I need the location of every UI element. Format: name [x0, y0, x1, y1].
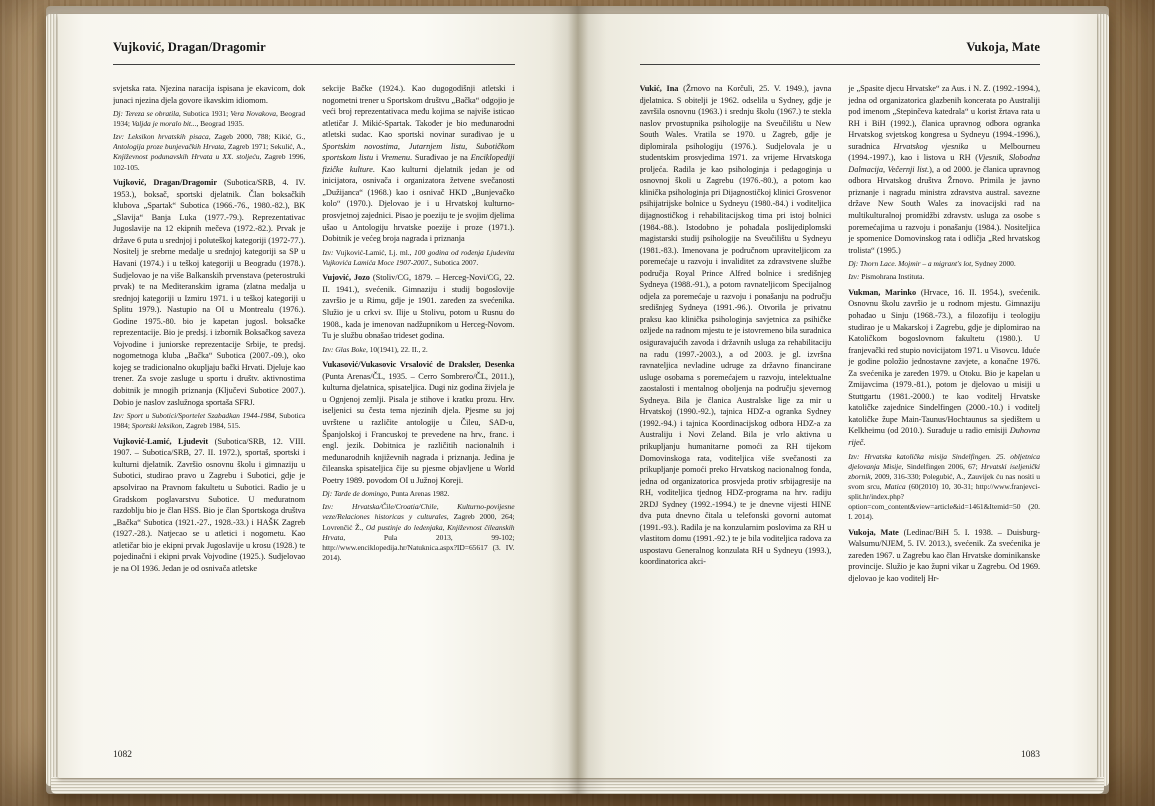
reference-paragraph: Izv: Hrvatska/Čile/Croatia/Chile, Kulturno-povijesne veze/Relaciones historicas y culturales, Zagreb 2000, 264; Lovrenčić Ž., Od pustinje do ledenjaka, Književnost čileanskih Hrvata, Pula 2013, 99-102; http://www.enciklopedija.hr/Natuknica.aspx?ID=65617 (3. IV. 2014).	[322, 502, 515, 562]
reference-paragraph: Izv: Glas Boke, 10(1941), 22. II., 2.	[322, 344, 428, 354]
page-right	[578, 14, 1098, 778]
entry-paragraph: Vujković-Lamić, Ljudevit (Subotica/SRB, 12. VIII. 1907. – Subotica/SRB, 27. II. 1972.), sportaš, sportski i kulturni djelatnik. Završio osnovnu školu i gimnaziju u Subotici, studirao pravo u Zagrebu i Subotici, gdje je apsolvirao na Pravnom fakultetu u Subotici. Radio je u Gradskom poglavarstvu Subotice. U međuratnom razdoblju bio je član HSS. Bio je član Sportskoga društva „Bačka“ Subotica (1921.-27., 1928.-33.) i HAŠK Zagreb (1927.-28.). Natjecao se u atletici i nogometu. Kao atletičar bio je ekipni prvak Jugoslavije u krosu (1928.) te pojedinačni i ekipni prvak Vojvodine (1925.). Sudjelovao je na OI 1936. Jedan je od osnivača atletske	[113, 436, 306, 573]
page-edges-bottom	[51, 777, 1104, 794]
text-column-right-1	[640, 83, 832, 732]
text-column-left-2	[322, 83, 514, 732]
entry-paragraph: Vujković, Dragan/Dragomir (Subotica/SRB, 4. IV. 1953.), boksač, sportski djelatnik. Član boksačkih klubova „Spartak“ Subotica (1966.-76., 1980.-82.), BK „Slavija“ Banja Luka (1977.-79.). Reprezentativac Jugoslavije na 12 ekipnih mečeva (1972.-82.). Prvak je države 6 puta u srednjoj i poluteškoj kategoriji (1972-77.). Nositelj je srebrne medalje u srednjoj kategoriji sa SP u Havani (1974.) i u teškoj kategoriji u Beogradu (1978.). Sudjelovao je na više Balkanskih prvenstava (peterostruki prvak) te na Mediteranskim igrama (zlatna medalja u srednjoj kategoriji u Izmiru 1971. i u teškoj kategoriji u Splitu 1979.). Nastupio na OI u Montrealu (1976.). Godine 1975.-80. bio je kapetan jugosl. boksačke reprezentacije. Bio je predsj. i izbornik Boksačkog saveza Vojvodine i juniorske reprezentacije Srbije, te predsj. nogometnoga kluba „Bačka“ Subotica (2007.-09.), oko kojeg se tradicionalno okupljaju bački Hrvati. Djeluje kao trener. Za svoje zasluge u sportu i društv. aktivnostima dobitnik je mnogih priznanja (Ključevi Subotice 2007.). Dobio je naslov zaslužnoga sportaša SFRJ.	[113, 178, 306, 407]
entry-paragraph: svjetska rata. Njezina naracija ispisana je ekavicom, dok junaci njezina djela govore ikavskim idiomom.	[113, 84, 306, 105]
reference-paragraph: Izv: Hrvatska katolička misija Sindelfingen. 25. obljetnica djelovanja Misije, Sindelfingen 2006, 67; Hrvatski iseljenički zbornik, 2009, 316-330; Polegubić, A., Zauvijek ću nas nositi u svom srcu, Matica (60(2010) 10, 30-31; http://www.franjevci-split.hr/index.php?option=com_content&view=article&id=1461&Itemid=50 (20. I. 2014).	[848, 451, 1040, 522]
entry-paragraph: sekcije Bačke (1924.). Kao dugogodišnji atletski i nogometni trener u Sportskom društvu „Bačka“ odgojio je veći broj reprezentativaca među kojima se najviše isticao atletičar J. Mikić-Spartak. Također je bio međunarodni atletski sudac. Kao sportski novinar surađivao je u Sportskim novostima, Jutarnjem listu, Subotičkom sportskom listu i Vremenu. Surađivao je na Enciklopediji fizičke kulture. Kao kulturni djelatnik jedan je od inicijatora, osnivača i organizatora žetvene svečanosti „Dužijanca“ (1968.) kao i osnivač HKD „Bunjevačko kolo“ (1970.). Djelovao je i u Hrvatskoj kulturno-prosvjetnoj zajednici. Pisao je poeziju te je svojim djelima ušao u Antologiju hrvatske poezije i proze (1971.). Dobitnik je većeg broja nagrada i priznanja	[322, 84, 515, 244]
running-header-right	[640, 40, 1041, 65]
page-number-right: 1083	[1021, 750, 1040, 760]
reference-paragraph: Dj: Tarde de domingo, Punta Arenas 1982.	[322, 489, 450, 499]
entry-paragraph: Vujović, Jozo (Stoliv/CG, 1879. – Herceg-Novi/CG, 22. II. 1941.), svećenik. Gimnaziju i studij bogoslovije završio je u Rimu, gdje je 1901. zaređen za svećenika. Služio je u crkvi sv. Ilije u Stolivu, potom u Rusnu do 1908., kada je imenovan nadžupnikom u Herceg-Novom. Tu je službu obnašao trideset godina.	[322, 273, 515, 341]
reference-paragraph: Izv: Pismohrana Instituta.	[848, 272, 925, 282]
page-left	[58, 14, 578, 778]
text-columns-left	[113, 83, 515, 732]
running-header-left-text: Vujković, Dragan/Dragomir	[113, 40, 266, 54]
text-column-right-2	[848, 83, 1040, 732]
reference-paragraph: Izv: Vujković-Lamić, Lj. ml., 100 godina od rođenja Ljudevita Vujkovića Lamića Moce 1907-2007., Subotica 2007.	[322, 247, 515, 267]
entry-paragraph: Vukoja, Mate (Ledinac/BiH 5. I. 1938. – Duisburg-Walsumu/NJEM, 5. IV. 2013.), svećenik. Za svećenika je zaređen 1967. u Zagrebu kao član Hrvatske dominikanske provincije. Služio je kao župni vikar u Zagrebu. Od 1969. djelovao je kao voditelj Hr-	[848, 527, 1040, 583]
text-column-left-1	[113, 83, 305, 732]
entry-paragraph: Vukman, Marinko (Hrvace, 16. II. 1954.), svećenik. Osnovnu školu završio je u rodnom mjestu. Gimnaziju pohađao u Sinju (1968.-73.), a filozofiju i teologiju studirao je u Makarskoj i Zagrebu, gdje je diplomirao na Katoličkom bogoslovnom fakultetu (1980.). U franjevački red stupio novicijatom 1971. u Visovcu. Iduće je godine položio jednostavne zavjete, a konačne 1976. Za svećenika je zaređen 1979. u Otoku. Bio je kapelan u Zmijavcima (1979.-81.), potom je djelovao u misiji u Stuttgartu (1981.-2000.) te kao voditelj Hrvatske katoličke zajednice Sindelfingen (2000.-10.) i voditelj katoličke župe Main-Taunus/Hochtaunus sa sjedištem u Kelkheimu (od 2010.). Surađuje u radio emisiji Duhovna riječ.	[848, 287, 1040, 447]
reference-paragraph: Izv: Sport u Subotici/Sportelet Szabadkan 1944-1984, Subotica 1984; Sportski leksikon, Zagreb 1984, 515.	[113, 411, 306, 431]
running-header-right-text: Vukoja, Mate	[966, 40, 1040, 54]
book	[46, 6, 1109, 794]
reference-paragraph: Dj: Thorn Lace. Mojmir – a migrant's lot, Sydney 2000.	[848, 259, 1016, 269]
reference-paragraph: Izv: Leksikon hrvatskih pisaca, Zageb 2000, 788; Kikić, G., Antologija proze bunjevačkih Hrvata, Zagreb 1971; Sekulić, A., Književnost podunavskih Hrvata u XX. stoljeću, Zagreb 1996, 102-105.	[113, 132, 306, 172]
open-pages	[58, 14, 1097, 778]
page-number-left: 1082	[113, 750, 132, 760]
entry-paragraph: Vukić, Ina (Žrnovo na Korčuli, 25. V. 1949.), javna djelatnica. S obitelji je 1962. odselila u Sydney, gdje je završila osnovnu (1963.) i srednju školu (1967.) te stekla naslov prvostupnika psihologije na Sveučilištu u New South Wales. Vratila se 1970. u Zagreb, gdje je diplomirala psihologiju (1976.). Sudjelovala je u studentskim prosvjedima 1971. za vrijeme Hrvatskoga proljeća. Radila je kao psihologinja i pedagoginja u osnovnoj školi u Zagrebu (1976.-80.), a potom kao klinička psihologinja pri Dijagnostičkoj klinici Grosvenor psihijatrijske bolnice u Sydneyu (1980.-84.) i voditeljica dijagnostičkog i rehabilitacijskog tima pri istoj bolnici (1984.-88.). Istodobno je pohađala poslijediplomski magistarski studij psihologije na Sveučilištu u Sydneyu (1981.-83.). Imenovana je područnom upraviteljicom za poremećaje u razvoju i invaliditet za zdravstvene službe područja Royal Prince Alfred bolnice i središnjeg Sydneya (1988.-91.), a potom ravnateljicom Specijalnog odjela za poremećaje u razvoju i ponašanju na području središnjeg Sydneya (1991.-96.). Otvorila je privatnu praksu kao klinička psihologinja savjetnica za psihičke ozljede na radnom mjestu te je istovremeno bila suradnica osiguravajućih zavoda i državnih usluga za rehabilitaciju na radu (1997.-2003.), a od 2003. je gl. izvršna ravnateljica nevladine udruge za državno financirane usluge osobama s poremećajem u razvoju, intelektualne zaostalosti i mentalnog oboljenja na području sjevernog Sydneya. Bila je članica Australske lige za mir u Hrvatskoj (1990.-92.), tajnica HDZ-a ogranka Sydney (1992.-94.) i tajnica Koordinacijskog odbora HDZ-a za Australiju i Novi Zeland. Bila je vrlo aktivna u prikupljanju humanitarne pomoći za RH tijekom Domovinskoga rata, voditeljica više svečanosti za prikupljanje pomoći preko Hrvatskog nacionalnog fonda, jedna od organizatorica prosvjeda protiv srbijagresije na RH, voditeljica tjednog HDZ-programa na hrv. radiju 2RDJ Sydney (1992.-1994.) te je dnevne vijesti HINE dva puta dnevno čitala u telefonski govorni automat (1991.-93.). Radila je na konzularnim poslovima za RH u vlastitom domu (1991.-92.) te je bila voditeljica radova za uspostavu Generalnog konzulata RH u Sydneyu (1993.), koordinatorica akci-	[639, 84, 832, 567]
entry-paragraph: Vukasović/Vukasovic Vrsalović de Draksler, Desenka (Punta Arenas/ČL, 1935. – Cerro Sombrero/ČL, 2011.), kulturna djelatnica, spisateljica. Dugi niz godina živjela je u Ognjenoj zemlji. Pisala je stihove i kratku prozu. Hrv. iseljenici su česta tema njezinih djela. Pjesme su joj uvrštene u različite antologije u Čileu, SAD-u, Španjolskoj i Francuskoj te prevedene na hrv., franc. i engl. jezik. Dobitnica je različitih nacionalnih i međunarodnih književnih nagrada i priznanja. Jedina je čileanska spisateljica čije su pjesme objavljene u World Poetry 1989. povodom OI u Južnoj Koreji.	[322, 360, 515, 485]
running-header-left	[113, 40, 515, 65]
reference-paragraph: Dj: Tereza se obratila, Subotica 1931; Vera Novakova, Beograd 1934; Valjda je moralo bit..., Beograd 1935.	[113, 109, 306, 129]
page-edges-right	[1096, 14, 1109, 786]
text-columns-right	[640, 83, 1041, 732]
entry-paragraph: je „Spasite djecu Hrvatske“ za Aus. i N. Z. (1992.-1994.), jedna od organizatorica glazbenih koncerata po Australiji pod imenom „Stepinčeva katedrala“ u korist žrtava rata u RH i BiH (1992.), članica upravnog odbora ogranka Hrvatskog svjetskog kongresa u Sydneyu (1994.-1996.), suradnica Hrvatskog vjesnika u Melbourneu (1994.-1997.), kao i listova u RH (Vjesnik, Slobodna Dalmacija, Večernji list.), a od 2000. je članica upravnog odbora Hrvatskog društva Žrnovo. Primila je javno priznanje i nagradu ministra zdravstva austral. savezne države New South Wales za inovacijski rad na multikulturalnoj promidžbi zdravstv. usluga za osobe s poremećajima u razvoju i ponašanju (1984.). Nositeljica je spomenice Domovinskog rata i odličja „Red hrvatskog trolista“ (1995.)	[848, 84, 1040, 255]
